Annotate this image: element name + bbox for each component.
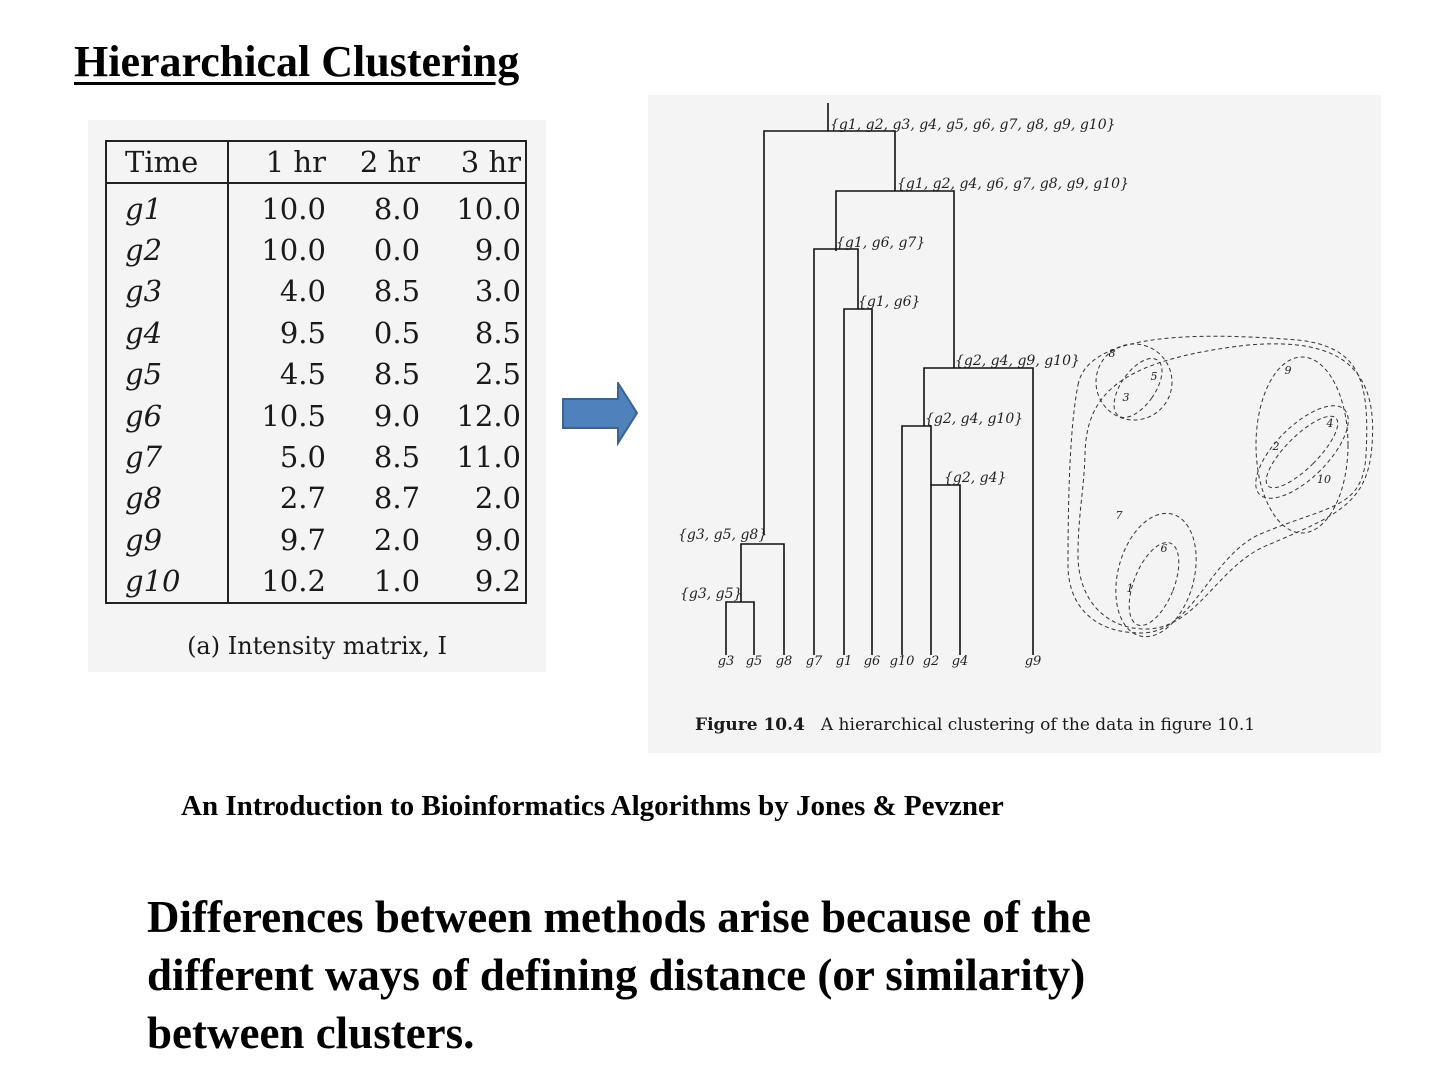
intensity-value: 8.5 bbox=[373, 440, 421, 475]
point-label: 2 bbox=[1272, 440, 1280, 453]
intensity-value: 0.5 bbox=[373, 315, 421, 350]
intensity-value: 9.0 bbox=[474, 522, 521, 557]
gene-label: g4 bbox=[106, 312, 228, 353]
right-arrow-icon bbox=[562, 382, 640, 448]
intensity-value: 8.5 bbox=[474, 315, 521, 350]
matrix-row bbox=[106, 354, 526, 395]
dendrogram bbox=[648, 95, 1381, 695]
branch-g1-g6-g7 bbox=[814, 249, 858, 655]
branch-g3-g5-g8 bbox=[741, 544, 784, 655]
header-2hr: 2 hr bbox=[330, 141, 424, 183]
intensity-value: 10.0 bbox=[456, 191, 521, 226]
intensity-value: 8.0 bbox=[373, 191, 421, 226]
point-label: 3 bbox=[1122, 391, 1130, 404]
intensity-value: 1.0 bbox=[373, 564, 421, 599]
matrix-row bbox=[106, 229, 526, 270]
gene-label: g2 bbox=[106, 229, 228, 270]
cluster-label: {g3, g5, g8} bbox=[678, 527, 768, 543]
leaf-label: g7 bbox=[805, 654, 823, 669]
intensity-value: 2.0 bbox=[474, 481, 521, 516]
intensity-matrix-table bbox=[105, 140, 527, 604]
matrix-header-row bbox=[106, 141, 526, 183]
matrix-row bbox=[106, 183, 526, 229]
matrix-row bbox=[106, 478, 526, 519]
branch-g2-g4 bbox=[931, 485, 960, 655]
intensity-value: 2.7 bbox=[279, 481, 326, 516]
matrix-row bbox=[106, 271, 526, 312]
intensity-value: 9.7 bbox=[279, 522, 326, 557]
cluster-label: {g1, g2, g3, g4, g5, g6, g7, g8, g9, g10} bbox=[830, 117, 1116, 133]
figure-label: Figure 10.4 bbox=[695, 715, 805, 735]
point-label: 9 bbox=[1284, 364, 1292, 377]
header-time: Time bbox=[106, 141, 228, 183]
point-label: 4 bbox=[1326, 417, 1334, 430]
leaf-label: g6 bbox=[863, 654, 881, 669]
point-label: 5 bbox=[1150, 370, 1158, 383]
gene-label: g8 bbox=[106, 478, 228, 519]
cluster-outline bbox=[1078, 344, 1373, 629]
matrix-row bbox=[106, 436, 526, 477]
intensity-value: 4.5 bbox=[279, 357, 326, 392]
intensity-value: 8.7 bbox=[373, 481, 421, 516]
dendrogram-figure bbox=[648, 95, 1381, 753]
cluster-label: {g1, g6, g7} bbox=[836, 235, 926, 251]
intensity-value: 9.0 bbox=[474, 233, 521, 268]
point-labels bbox=[1109, 347, 1334, 595]
intensity-value: 3.0 bbox=[474, 274, 521, 309]
gene-label: g3 bbox=[106, 271, 228, 312]
leaf-label: g3 bbox=[717, 654, 735, 669]
intensity-value: 0.0 bbox=[373, 233, 421, 268]
leaf-label: g5 bbox=[745, 654, 763, 669]
intensity-value: 8.5 bbox=[373, 274, 421, 309]
intensity-value: 4.0 bbox=[279, 274, 326, 309]
figure-caption bbox=[695, 715, 1255, 735]
point-label: 8 bbox=[1108, 347, 1116, 360]
intensity-value: 8.5 bbox=[373, 357, 421, 392]
cluster-label: {g3, g5} bbox=[680, 586, 743, 602]
cluster-label: {g2, g4, g10} bbox=[925, 411, 1024, 427]
intensity-value: 2.5 bbox=[474, 357, 521, 392]
header-1hr: 1 hr bbox=[228, 141, 330, 183]
branch-g2-g4-g10 bbox=[902, 426, 931, 655]
intensity-value: 9.0 bbox=[373, 398, 421, 433]
leaf-label: g4 bbox=[951, 654, 969, 669]
intensity-value: 10.2 bbox=[261, 564, 326, 599]
branch-g1-g6 bbox=[844, 309, 872, 655]
gene-label: g7 bbox=[106, 436, 228, 477]
matrix-row bbox=[106, 395, 526, 436]
matrix-row bbox=[106, 561, 526, 603]
intensity-value: 11.0 bbox=[456, 440, 521, 475]
intensity-value: 10.0 bbox=[261, 191, 326, 226]
cluster-outline bbox=[1241, 391, 1363, 513]
intensity-value: 9.2 bbox=[474, 564, 521, 599]
cluster-label: {g1, g2, g4, g6, g7, g8, g9, g10} bbox=[897, 176, 1129, 192]
intensity-value: 5.0 bbox=[279, 440, 326, 475]
point-label: 7 bbox=[1115, 509, 1123, 522]
cluster-outlines bbox=[1068, 336, 1373, 645]
leaf-label: g9 bbox=[1024, 654, 1042, 669]
cluster-label: {g1, g6} bbox=[858, 294, 921, 310]
figure-caption-text: A hierarchical clustering of the data in figure 10.1 bbox=[820, 715, 1256, 735]
gene-label: g5 bbox=[106, 354, 228, 395]
intensity-value: 2.0 bbox=[373, 522, 421, 557]
cluster-label: {g2, g4} bbox=[944, 470, 1007, 486]
main-statement: Differences between methods arise because of the different ways of defining distance (or similarity) between clusters. bbox=[147, 892, 1091, 1058]
intensity-value: 10.0 bbox=[261, 233, 326, 268]
cluster-outline bbox=[1257, 407, 1348, 498]
cluster-outline bbox=[1256, 357, 1348, 533]
gene-label: g10 bbox=[106, 561, 228, 603]
branch-g1-g2-g4-g6-g7-g8-g9-g10 bbox=[836, 191, 954, 368]
intensity-matrix-figure bbox=[88, 120, 546, 672]
matrix-row bbox=[106, 312, 526, 353]
leaf-label: g1 bbox=[835, 654, 853, 669]
point-label: 6 bbox=[1160, 542, 1168, 555]
intensity-value: 9.5 bbox=[279, 315, 326, 350]
book-citation: An Introduction to Bioinformatics Algorithms by Jones & Pevzner bbox=[181, 790, 1004, 822]
point-label: 10 bbox=[1317, 473, 1331, 486]
branch-g3-g5 bbox=[726, 602, 754, 655]
intensity-value: 10.5 bbox=[261, 398, 326, 433]
matrix-row bbox=[106, 519, 526, 560]
point-label: 1 bbox=[1126, 582, 1134, 595]
gene-label: g9 bbox=[106, 519, 228, 560]
matrix-caption: (a) Intensity matrix, I bbox=[187, 632, 447, 660]
leaf-labels bbox=[718, 654, 1042, 669]
cluster-outline bbox=[1096, 344, 1172, 420]
leaf-label: g2 bbox=[922, 654, 940, 669]
slide-title: Hierarchical Clustering bbox=[74, 37, 520, 86]
cluster-label: {g2, g4, g9, g10} bbox=[955, 353, 1080, 369]
leaf-label: g10 bbox=[889, 654, 915, 669]
gene-label: g6 bbox=[106, 395, 228, 436]
intensity-value: 12.0 bbox=[456, 398, 521, 433]
gene-label: g1 bbox=[106, 183, 228, 229]
leaf-label: g8 bbox=[775, 654, 793, 669]
header-3hr: 3 hr bbox=[424, 141, 526, 183]
cluster-labels bbox=[678, 117, 1129, 602]
